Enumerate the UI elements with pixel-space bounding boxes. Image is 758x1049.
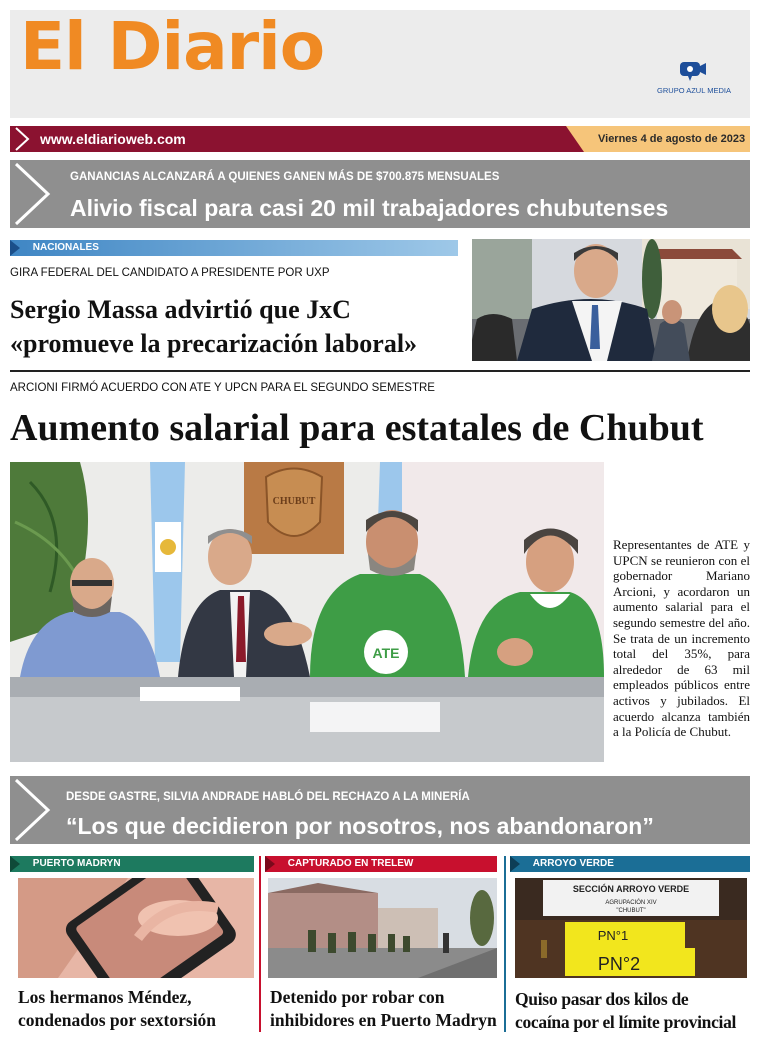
photo-illustration [515, 878, 747, 978]
sign-line: AGRUPACIÓN XIV [605, 900, 657, 906]
story-headline-madryn[interactable] [18, 986, 254, 1032]
story-headline-arroyo-verde[interactable] [515, 988, 755, 1034]
banner-kicker: DESDE GASTRE, SILVIA ANDRADE HABLÓ DEL RECHAZO A LA MINERÍA [66, 791, 470, 803]
section-label-text: NACIONALES [32, 242, 99, 253]
chevron-right-icon [10, 776, 60, 844]
chevron-right-icon [10, 160, 60, 228]
grupo-azul-media-icon [678, 60, 708, 89]
lead-headline[interactable]: Aumento salarial para estatales de Chubut [10, 407, 704, 449]
chevron-right-icon [510, 856, 520, 872]
banner-headline[interactable]: Alivio fiscal para casi 20 mil trabajadores chubutenses [70, 195, 669, 221]
site-logo[interactable]: El Diario [20, 8, 325, 85]
section-label-trelew [265, 856, 497, 872]
story-photo-madryn[interactable] [18, 878, 254, 978]
section-label-nacionales [10, 240, 458, 256]
group-label: GRUPO AZUL MEDIA [657, 86, 731, 95]
vest-text: ATE [372, 645, 400, 661]
headline-line: «promueve la precarización laboral» [10, 329, 418, 358]
banner-kicker: GANANCIAS ALCANZARÁ A QUIENES GANEN MÁS DE $700.875 MENSUALES [70, 171, 500, 183]
issue-date: Viernes 4 de agosto de 2023 [598, 133, 746, 145]
second-banner[interactable] [10, 776, 750, 844]
photo-illustration [472, 239, 750, 361]
top-banner[interactable] [10, 160, 750, 228]
story-photo-trelew[interactable] [268, 878, 497, 978]
photo-illustration [268, 878, 497, 978]
nacionales-headline[interactable] [10, 293, 417, 361]
lead-photo[interactable] [10, 462, 604, 762]
column-divider [504, 856, 506, 1032]
photo-illustration [10, 462, 604, 762]
headline-line: condenados por sextorsión [18, 1010, 217, 1030]
story-photo-arroyo-verde[interactable] [515, 878, 747, 978]
chevron-right-icon [10, 240, 20, 256]
section-label-text: PUERTO MADRYN [32, 858, 121, 869]
headline-line: inhibidores en Puerto Madryn [270, 1010, 497, 1030]
story-headline-trelew[interactable] [270, 986, 499, 1032]
divider [10, 370, 750, 372]
site-url-link[interactable]: www.eldiarioweb.com [40, 131, 186, 147]
chevron-right-icon [265, 856, 275, 872]
section-label-puerto-madryn [10, 856, 254, 872]
headline-line: Detenido por robar con [270, 987, 445, 1007]
package-label: PN°2 [597, 954, 641, 974]
section-label-arroyo-verde [510, 856, 750, 872]
chevron-right-icon [10, 856, 20, 872]
lead-body: Representantes de ATE y UPCN se reunieron con el gobernador Mariano Arcioni, y acordaron un aumento salarial para el segundo semestre del año. Se trata de un incremento total del 35%, para alrededor de 63 mil empleados públicos entre activos y jubilados. El acuerdo alcanza también a la Policía de Chubut. [613, 537, 750, 740]
photo-illustration [18, 878, 254, 978]
sign-line: "CHUBUT" [616, 908, 646, 914]
chevron-right-icon [10, 126, 36, 152]
banner-headline[interactable]: “Los que decidieron por nosotros, nos abandonaron” [66, 813, 654, 839]
headline-line: Los hermanos Méndez, [18, 987, 192, 1007]
column-divider [259, 856, 261, 1032]
headline-line: cocaína por el límite provincial [515, 1012, 737, 1032]
sign-line: SECCIÓN ARROYO VERDE [572, 884, 690, 894]
massa-photo[interactable] [472, 239, 750, 361]
section-label-text: CAPTURADO EN TRELEW [287, 858, 414, 869]
headline-line: Sergio Massa advirtió que JxC [10, 295, 351, 324]
nacionales-kicker: GIRA FEDERAL DEL CANDIDATO A PRESIDENTE POR UXP [10, 267, 330, 279]
package-label: PN°1 [597, 928, 629, 943]
headline-line: Quiso pasar dos kilos de [515, 989, 689, 1009]
lead-kicker: ARCIONI FIRMÓ ACUERDO CON ATE Y UPCN PARA EL SEGUNDO SEMESTRE [10, 382, 435, 394]
section-label-text: ARROYO VERDE [532, 858, 614, 869]
shield-text: CHUBUT [272, 496, 316, 507]
